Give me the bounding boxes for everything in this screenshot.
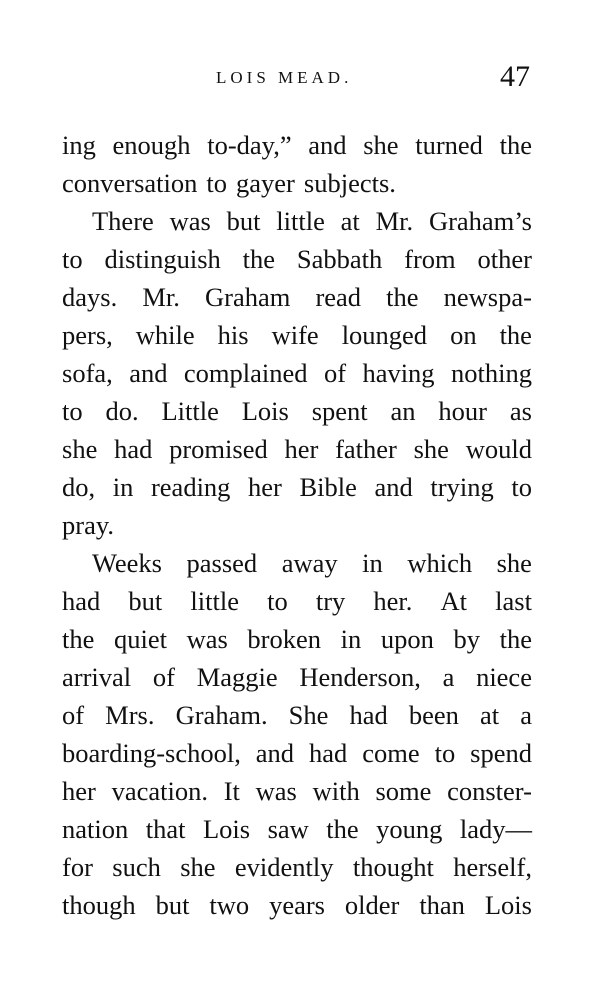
word: the <box>499 624 532 654</box>
word: of <box>152 662 175 692</box>
text-line <box>62 278 532 316</box>
word: Little <box>161 396 219 426</box>
word: in <box>362 548 383 578</box>
word: at <box>480 700 500 730</box>
word: Lois <box>484 890 532 920</box>
word: passed <box>186 548 258 578</box>
word: quiet <box>113 624 167 654</box>
word: Lois <box>202 814 251 844</box>
word: having <box>362 358 435 388</box>
word: little <box>276 206 325 236</box>
word: her. <box>373 586 413 616</box>
word: Mrs. <box>105 700 155 730</box>
word: There <box>92 206 154 236</box>
text-line <box>62 468 532 506</box>
word: though <box>62 890 136 920</box>
word: by <box>453 624 480 654</box>
text-line <box>62 164 532 202</box>
word: niece <box>476 662 532 692</box>
word: in <box>112 472 134 502</box>
word: his <box>217 320 249 350</box>
text-line <box>62 506 532 544</box>
word: she <box>180 852 216 882</box>
word: read <box>315 282 362 312</box>
word: to <box>511 472 532 502</box>
word: vacation. <box>111 776 208 806</box>
word: an <box>390 396 416 426</box>
word: lounged <box>341 320 428 350</box>
word: to <box>62 244 83 274</box>
word: little <box>190 586 239 616</box>
running-head <box>62 60 532 100</box>
word: was <box>255 776 297 806</box>
word: would <box>465 434 532 464</box>
text-line <box>62 886 532 924</box>
word: nation <box>62 814 129 844</box>
word: while <box>135 320 195 350</box>
word: spend <box>470 738 532 768</box>
word: days. <box>62 282 118 312</box>
word: to <box>62 396 83 426</box>
text-line <box>62 582 532 620</box>
word: she <box>496 548 532 578</box>
word: the <box>242 244 276 274</box>
word: two <box>209 890 250 920</box>
word: years <box>269 890 325 920</box>
text-line <box>62 240 532 278</box>
word: promised <box>169 434 268 464</box>
word: than <box>419 890 465 920</box>
word: upon <box>380 624 434 654</box>
word: and <box>308 130 347 160</box>
running-title: LOIS MEAD. <box>216 68 353 87</box>
word: gayer <box>236 168 295 198</box>
word: had <box>62 586 101 616</box>
word: wife <box>271 320 319 350</box>
word: turned <box>415 130 483 160</box>
word: older <box>344 890 400 920</box>
word: was <box>169 206 211 236</box>
word: Mr. <box>375 206 414 236</box>
word: to-day,” <box>207 130 292 160</box>
word: try <box>315 586 346 616</box>
word: on <box>450 320 477 350</box>
word: other <box>477 244 532 274</box>
word: for <box>62 852 93 882</box>
word: herself, <box>453 852 532 882</box>
word: Mr. <box>142 282 180 312</box>
word: boarding-school, <box>62 738 241 768</box>
word: at <box>340 206 360 236</box>
word: away <box>281 548 338 578</box>
text-line <box>62 544 532 582</box>
page-number: 47 <box>500 60 530 93</box>
word: Lois <box>241 396 289 426</box>
word: the <box>386 282 419 312</box>
word: hour <box>438 396 487 426</box>
text-line <box>62 316 532 354</box>
word: Graham. <box>175 700 268 730</box>
word: her <box>248 472 282 502</box>
word: distinguish <box>104 244 221 274</box>
word: subjects. <box>303 168 396 198</box>
word: had <box>349 700 388 730</box>
text-line <box>62 430 532 468</box>
word: such <box>112 852 161 882</box>
text-line <box>62 848 532 886</box>
word: do. <box>105 396 139 426</box>
word: and <box>374 472 413 502</box>
word: At <box>440 586 468 616</box>
text-line <box>62 620 532 658</box>
word: the <box>326 814 359 844</box>
word: in <box>340 624 362 654</box>
word: she <box>363 130 399 160</box>
word: come <box>362 738 420 768</box>
word: ing <box>62 130 96 160</box>
text-line <box>62 658 532 696</box>
word: do, <box>62 472 96 502</box>
word: trying <box>430 472 494 502</box>
word: saw <box>267 814 309 844</box>
word: newspa- <box>443 282 532 312</box>
word: broken <box>247 624 322 654</box>
word: evidently <box>234 852 334 882</box>
word: thought <box>352 852 434 882</box>
word: and <box>129 358 168 388</box>
word: to <box>267 586 288 616</box>
word: spent <box>311 396 368 426</box>
word: to <box>434 738 456 768</box>
word: Bible <box>299 472 357 502</box>
word: arrival <box>62 662 132 692</box>
word: pers, <box>62 320 113 350</box>
word: She <box>288 700 329 730</box>
word: last <box>495 586 532 616</box>
word: Graham <box>204 282 291 312</box>
word: of <box>62 700 85 730</box>
word: Henderson, <box>299 662 421 692</box>
word: her <box>62 776 96 806</box>
word: had <box>309 738 348 768</box>
text-line <box>62 734 532 772</box>
word: Sabbath <box>296 244 383 274</box>
word: the <box>499 320 532 350</box>
word: but <box>155 890 190 920</box>
word: conversation <box>62 168 198 198</box>
word: she <box>413 434 449 464</box>
word: she <box>62 434 98 464</box>
word: and <box>255 738 295 768</box>
text-line <box>62 392 532 430</box>
text-line <box>62 202 532 240</box>
word: enough <box>112 130 191 160</box>
word: which <box>407 548 473 578</box>
word: young <box>376 814 443 844</box>
word: from <box>404 244 456 274</box>
word: father <box>335 434 397 464</box>
word: was <box>186 624 228 654</box>
word: as <box>509 396 532 426</box>
word: with <box>312 776 360 806</box>
word: pray. <box>62 510 114 540</box>
word: lady— <box>459 814 532 844</box>
body-text <box>62 126 532 924</box>
word: conster- <box>447 776 532 806</box>
word: that <box>145 814 186 844</box>
word: been <box>408 700 459 730</box>
word: Graham’s <box>428 206 532 236</box>
word: the <box>499 130 532 160</box>
word: but <box>128 586 163 616</box>
word: sofa, <box>62 358 113 388</box>
word: Weeks <box>92 548 162 578</box>
word: of <box>323 358 347 388</box>
word: some <box>375 776 432 806</box>
word: to <box>206 168 228 198</box>
word: complained <box>183 358 308 388</box>
text-line <box>62 126 532 164</box>
word: a <box>442 662 455 692</box>
word: her <box>284 434 319 464</box>
word: a <box>520 700 532 730</box>
word: It <box>223 776 240 806</box>
word: the <box>62 624 95 654</box>
text-line <box>62 810 532 848</box>
word: Maggie <box>196 662 278 692</box>
word: but <box>226 206 261 236</box>
word: reading <box>150 472 231 502</box>
text-line <box>62 696 532 734</box>
word: had <box>114 434 153 464</box>
text-line <box>62 354 532 392</box>
word: nothing <box>450 358 532 388</box>
text-line <box>62 772 532 810</box>
